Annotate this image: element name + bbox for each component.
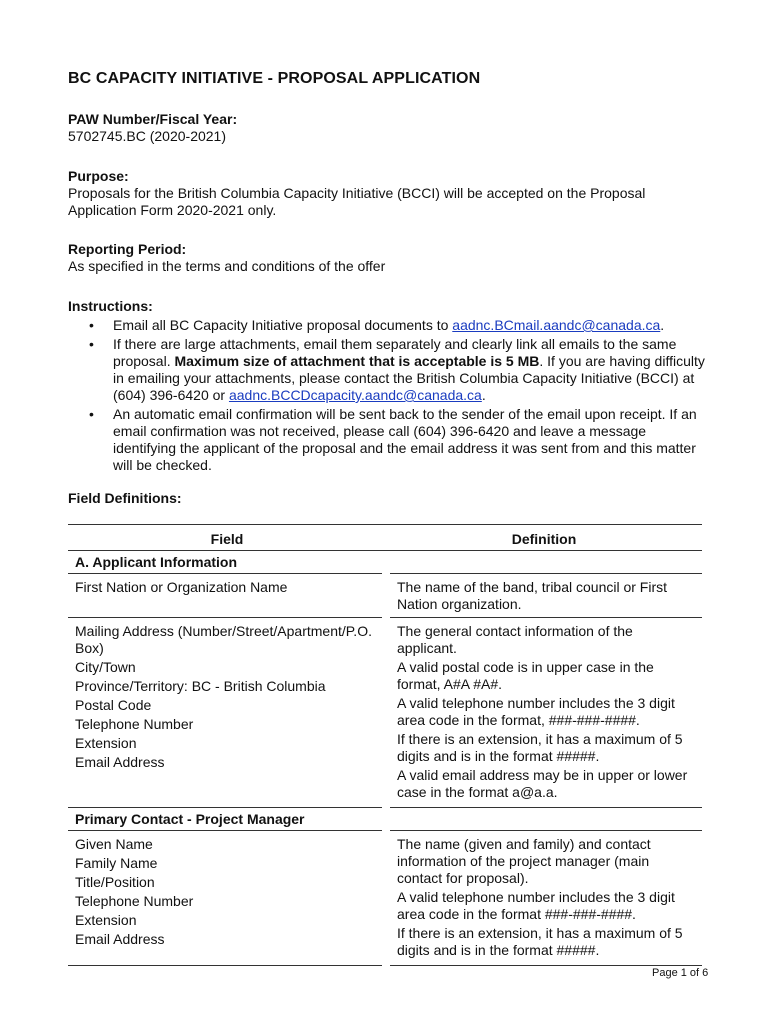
definition-cell: [386, 831, 702, 966]
field-line: Title/Position: [75, 874, 155, 890]
definition-line: A valid telephone number includes the 3 digit area code in the format, ###-###-####.: [397, 695, 675, 728]
bcmail-email-link[interactable]: aadnc.BCmail.aandc@canada.ca: [452, 317, 661, 333]
reporting-section: [68, 241, 708, 275]
field-line: Mailing Address (Number/Street/Apartment/P.O. Box): [75, 623, 372, 656]
field-cell: First Nation or Organization Name: [68, 574, 386, 618]
field-definitions-section: [68, 490, 708, 507]
field-cell: [68, 618, 386, 808]
field-line: Extension: [75, 912, 137, 928]
purpose-section: [68, 168, 708, 219]
bullet-icon: •: [89, 336, 94, 352]
definition-line: If there is an extension, it has a maximum of 5 digits and is in the format #####.: [397, 731, 683, 764]
instruction-punct: .: [481, 387, 486, 403]
page-number: Page 1 of 6: [652, 967, 709, 979]
table-row: [68, 618, 702, 808]
definition-cell: The name of the band, tribal council or First Nation organization.: [386, 574, 702, 618]
purpose-label: Purpose:: [68, 168, 129, 184]
field-line: Email Address: [75, 931, 165, 947]
field-line: Email Address: [75, 754, 165, 770]
definition-line: The general contact information of the applicant.: [397, 623, 633, 656]
field-definitions-table: [68, 524, 702, 966]
definition-line: A valid email address may be in upper or lower case in the format a@a.a.: [397, 767, 688, 800]
purpose-line-1: Proposals for the British Columbia Capacity Initiative (BCCI) will be accepted on the Proposal: [68, 185, 646, 201]
field-line: Telephone Number: [75, 893, 194, 909]
column-header-definition: Definition: [386, 525, 702, 551]
instructions-label: Instructions:: [68, 298, 153, 314]
field-line: Extension: [75, 735, 137, 751]
purpose-line-2: Application Form 2020-2021 only.: [68, 202, 277, 218]
paw-value: 5702745.BC (2020-2021): [68, 128, 227, 144]
field-line: Province/Territory: BC - British Columbia: [75, 678, 326, 694]
field-line: Postal Code: [75, 697, 152, 713]
instruction-text: . If you are having difficulty in emailing your attachments, please contact the British Columbia Capacity Initiative (BCCI) at (604) 396-6420 or: [113, 353, 705, 403]
instruction-item: [68, 317, 708, 334]
field-line: Family Name: [75, 855, 158, 871]
field-line: Telephone Number: [75, 716, 194, 732]
field-definitions-label: Field Definitions:: [68, 490, 182, 506]
bullet-icon: •: [89, 406, 94, 422]
instruction-item: [68, 406, 708, 474]
paw-label: PAW Number/Fiscal Year:: [68, 111, 238, 127]
group-primary-contact: Primary Contact - Project Manager: [68, 808, 702, 831]
instructions-list: [68, 317, 708, 476]
instructions-section: [68, 298, 708, 315]
instruction-punct: .: [660, 317, 665, 333]
attachment-size-note: Maximum size of attachment that is acceptable is 5 MB: [174, 353, 540, 369]
instruction-item: [68, 336, 708, 404]
instruction-text: Email all BC Capacity Initiative proposal documents to: [113, 317, 453, 333]
definition-cell: [386, 618, 702, 808]
paw-section: [68, 111, 708, 145]
definition-line: The name (given and family) and contact information of the project manager (main contact for proposal).: [397, 836, 651, 886]
table-group-row: [68, 808, 702, 831]
table-row: [68, 831, 702, 966]
bullet-icon: •: [89, 317, 94, 333]
field-line: Given Name: [75, 836, 153, 852]
field-line: City/Town: [75, 659, 136, 675]
reporting-value: As specified in the terms and conditions of the offer: [68, 258, 386, 274]
instruction-text: An automatic email confirmation will be sent back to the sender of the email upon receipt. If an email confirmation was not received, please call (604) 396-6420 and leave a message identifying the applicant of the proposal and the email address it was sent from and this matter will be checked.: [113, 406, 697, 473]
table-row: [68, 574, 702, 618]
instruction-text: If there are large attachments, email them separately and clearly link all emails to the same proposal.: [113, 336, 677, 369]
column-header-field: Field: [68, 525, 386, 551]
reporting-label: Reporting Period:: [68, 241, 187, 257]
table-group-row: [68, 551, 702, 574]
field-cell: [68, 831, 386, 966]
document-title: BC CAPACITY INITIATIVE - PROPOSAL APPLICATION: [68, 70, 481, 87]
definition-line: If there is an extension, it has a maximum of 5 digits and is in the format #####.: [397, 925, 683, 958]
definition-line: A valid postal code is in upper case in the format, A#A #A#.: [397, 659, 654, 692]
definition-line: A valid telephone number includes the 3 digit area code in the format ###-###-####.: [397, 889, 675, 922]
group-applicant-information: A. Applicant Information: [68, 551, 702, 574]
table-header-row: [68, 525, 702, 551]
bccd-capacity-email-link[interactable]: aadnc.BCCDcapacity.aandc@canada.ca: [228, 387, 482, 403]
